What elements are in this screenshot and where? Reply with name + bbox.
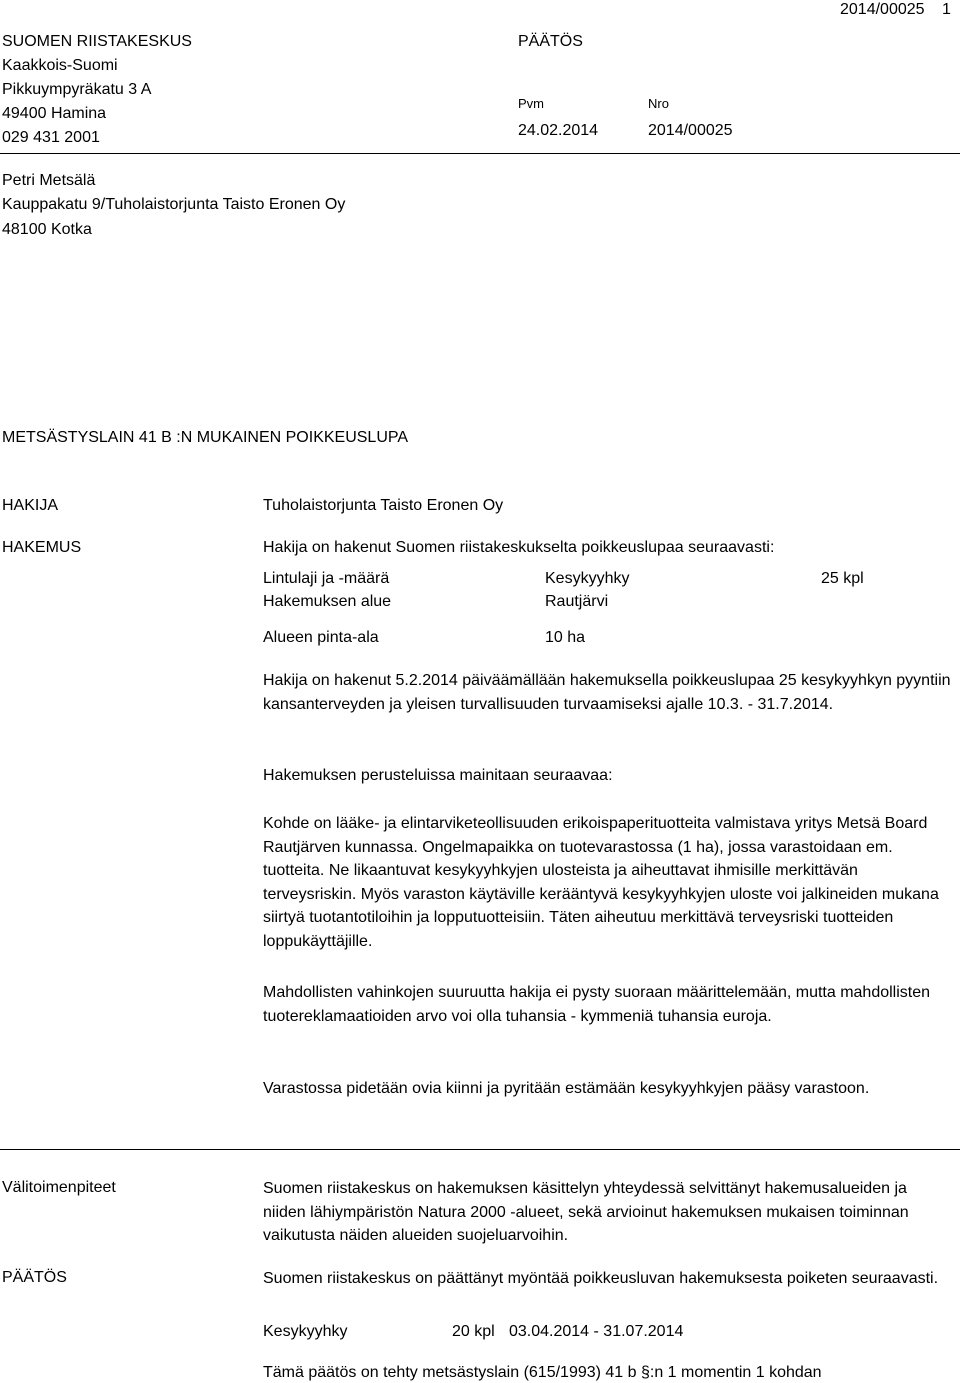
decision-period: 03.04.2014 - 31.07.2014 [509, 1323, 684, 1340]
header-divider [0, 153, 960, 154]
doc-type: PÄÄTÖS [518, 33, 583, 50]
recipient-name: Petri Metsälä [2, 172, 96, 189]
species-value: Kesykyyhky [545, 570, 630, 587]
document-title: METSÄSTYSLAIN 41 B :N MUKAINEN POIKKEUSLUPA [2, 429, 409, 446]
application-paragraph: Hakija on hakenut 5.2.2014 päiväämällään hakemuksella poikkeuslupaa 25 kesykyyhkyn pyyntiin kansanterveyden ja yleisen turvallisuuden turvaamiseksi ajalle 10.3. - 31.7.2014. [263, 672, 951, 713]
recipient-street: Kauppakatu 9/Tuholaistorjunta Taisto Eronen Oy [2, 196, 346, 213]
doc-reference: 2014/00025 [840, 1, 925, 18]
hakija-value: Tuholaistorjunta Taisto Eronen Oy [263, 497, 504, 514]
species-label: Lintulaji ja -määrä [263, 570, 390, 587]
decision-legal-basis: Tämä päätös on tehty metsästyslain (615/1993) 41 b §:n 1 momentin 1 kohdan [263, 1364, 822, 1381]
damages-paragraph: Mahdollisten vahinkojen suuruutta hakija ei pysty suoraan määrittelemään, mutta mahdollisten tuotereklamaatioiden arvo voi olla tuhansia - kymmeniä tuhansia euroja. [263, 984, 931, 1025]
hakemus-label: HAKEMUS [2, 539, 82, 556]
interim-measures-label: Välitoimenpiteet [2, 1179, 116, 1196]
sender-region: Kaakkois-Suomi [2, 57, 118, 74]
area-value: Rautjärvi [545, 593, 609, 610]
grounds-intro: Hakemuksen perusteluissa mainitaan seuraavaa: [263, 767, 613, 784]
date-label: Pvm [518, 96, 544, 111]
interim-measures-text: Suomen riistakeskus on hakemuksen käsittelyn yhteydessä selvittänyt hakemusalueiden ja niiden lähiympäristön Natura 2000 -alueet, sekä arvioinut hakemuksen mukaisen toiminnan vaikutusta näiden alueiden suojeluarvoihin. [263, 1180, 909, 1244]
sender-postcode: 49400 Hamina [2, 105, 107, 122]
species-quantity: 25 kpl [821, 570, 864, 587]
grounds-paragraph: Kohde on lääke- ja elintarviketeollisuuden erikoispaperituotteita valmistava yritys Metsä Board Rautjärven kunnassa. Ongelmapaikka on tuotevarastossa (1 ha), jossa varastoidaan em. tuotteita. Ne likaantuvat kesykyyhkyjen ulosteista ja aiheuttavat ihmisille merkittävän terveysriskin. Myös varaston käytäville kerääntyvä kesykyyhkyjen uloste voi jalkineiden mukana siirtyä tuotantotiloihin ja lopputuotteisiin. Täten aiheutuu merkittävä terveysriski tuotteiden loppukäyttäjille. [263, 815, 939, 950]
sender-street: Pikkuympyräkatu 3 A [2, 81, 152, 98]
hakija-label: HAKIJA [2, 497, 59, 514]
area-size-label: Alueen pinta-ala [263, 629, 379, 646]
sender-phone: 029 431 2001 [2, 129, 100, 146]
page-number: 1 [942, 1, 951, 18]
number-value: 2014/00025 [648, 122, 733, 139]
recipient-postcode: 48100 Kotka [2, 221, 92, 238]
sender-org: SUOMEN RIISTAKESKUS [2, 33, 192, 50]
prevention-paragraph: Varastossa pidetään ovia kiinni ja pyritään estämään kesykyyhkyjen pääsy varastoon. [263, 1080, 870, 1097]
decision-label: PÄÄTÖS [2, 1269, 67, 1286]
decision-quantity: 20 kpl [452, 1323, 495, 1340]
decision-species: Kesykyyhky [263, 1323, 348, 1340]
section-divider [0, 1149, 960, 1150]
decision-text: Suomen riistakeskus on päättänyt myöntää poikkeusluvan hakemuksesta poiketen seuraavasti. [263, 1270, 939, 1287]
area-size-value: 10 ha [545, 629, 586, 646]
number-label: Nro [648, 96, 669, 111]
hakemus-intro: Hakija on hakenut Suomen riistakeskukselta poikkeuslupaa seuraavasti: [263, 539, 775, 556]
area-label: Hakemuksen alue [263, 593, 392, 610]
date-value: 24.02.2014 [518, 122, 599, 139]
